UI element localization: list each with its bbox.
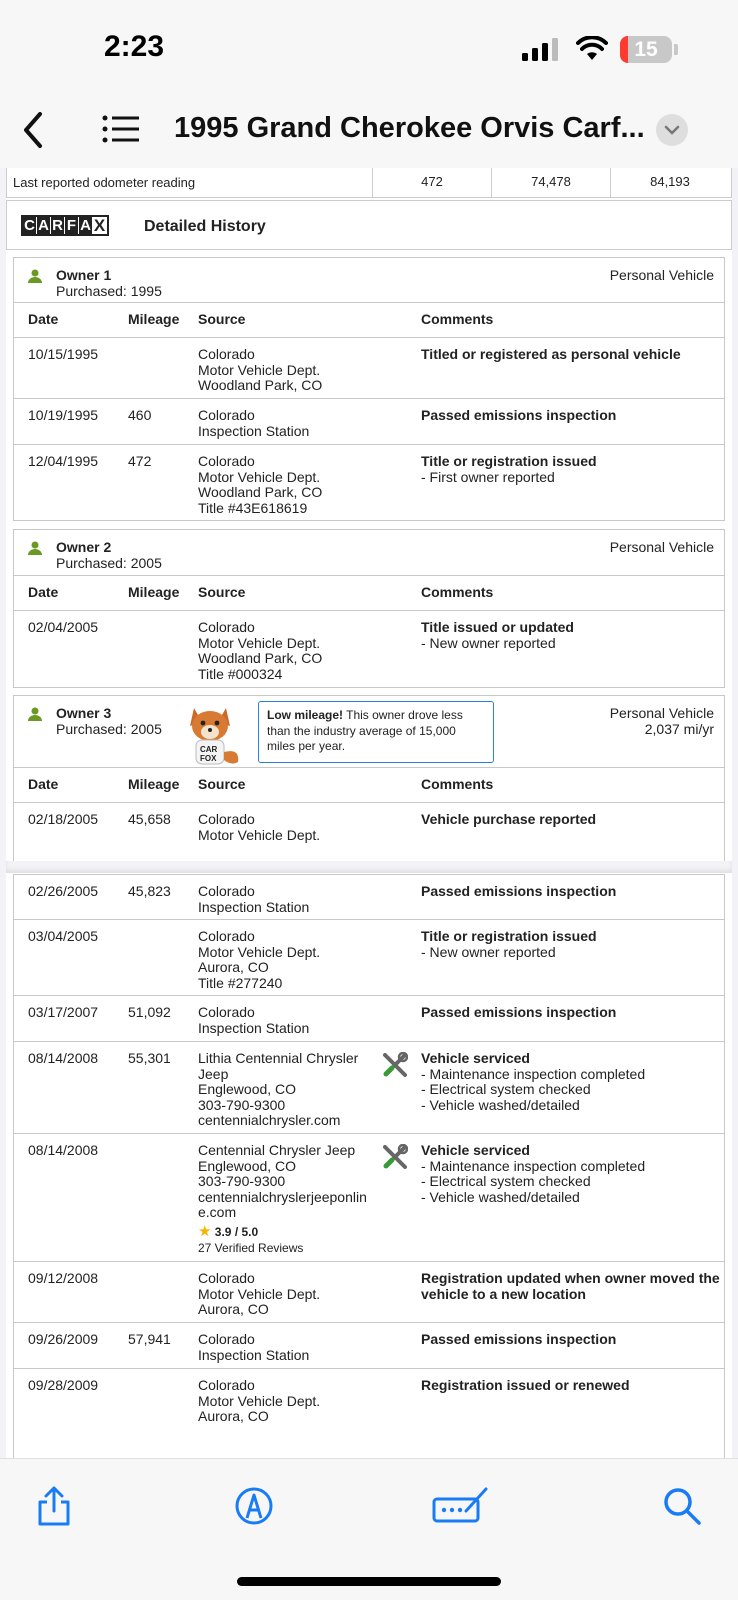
carfax-document[interactable] — [6, 168, 732, 1458]
service-tools-icon — [382, 1052, 408, 1078]
table-row — [13, 611, 725, 688]
svg-text:CAR: CAR — [200, 745, 218, 754]
record-comment: Registration issued or renewed — [421, 1377, 630, 1393]
table-header: Date Mileage Source Comments — [13, 767, 725, 803]
record-comment: Title or registration issued - First owner reported — [421, 453, 597, 485]
nav-bar — [0, 100, 738, 168]
chevron-down-icon — [664, 124, 680, 136]
table-row — [13, 803, 725, 863]
search-icon[interactable] — [662, 1485, 702, 1527]
record-comment: Passed emissions inspection — [421, 1331, 617, 1347]
record-mileage: 51,092 — [128, 1004, 171, 1020]
table-row — [13, 1134, 725, 1262]
odometer-row — [6, 168, 732, 198]
battery-percent: 15 — [634, 38, 658, 61]
record-source: Colorado Motor Vehicle Dept. Woodland Park, CO Title #43E618619 — [198, 453, 323, 516]
clock: 2:23 — [104, 30, 165, 63]
record-date: 08/14/2008 — [28, 1050, 99, 1066]
record-source: Colorado Motor Vehicle Dept. Aurora, CO — [198, 1270, 321, 1318]
table-row — [13, 1262, 725, 1323]
record-mileage: 472 — [128, 453, 152, 469]
record-date: 02/04/2005 — [28, 619, 99, 635]
record-source: Colorado Motor Vehicle Dept. Woodland Park, CO — [198, 346, 323, 394]
wifi-icon — [576, 36, 608, 62]
table-row — [13, 1042, 725, 1134]
page-title: 1995 Grand Cherokee Orvis Carf... — [174, 112, 645, 144]
odometer-value: 472 — [372, 168, 491, 197]
page-break — [6, 861, 732, 873]
record-comment: Passed emissions inspection — [421, 883, 617, 899]
svg-text:FOX: FOX — [200, 754, 217, 763]
record-comment: Title issued or updated - New owner reported — [421, 619, 574, 651]
record-mileage: 55,301 — [128, 1050, 171, 1066]
rating: ★ 3.9 / 5.0 27 Verified Reviews — [198, 1222, 304, 1255]
record-comment: Titled or registered as personal vehicle — [421, 346, 681, 362]
table-header: Date Mileage Source Comments — [13, 575, 725, 611]
person-icon — [28, 706, 42, 722]
record-source: Colorado Inspection Station — [198, 1004, 310, 1036]
record-mileage: 45,658 — [128, 811, 171, 827]
record-source: Colorado Inspection Station — [198, 1331, 310, 1363]
record-date: 10/15/1995 — [28, 346, 99, 362]
battery-icon — [620, 36, 672, 63]
record-comment: Passed emissions inspection — [421, 407, 617, 423]
table-header: Date Mileage Source Comments — [13, 302, 725, 338]
record-date: 08/14/2008 — [28, 1142, 99, 1158]
record-mileage: 57,941 — [128, 1331, 171, 1347]
record-source: Colorado Motor Vehicle Dept. — [198, 811, 321, 843]
owner-header: Owner 2 Purchased: 2005 Personal Vehicle — [13, 529, 725, 577]
record-date: 09/26/2009 — [28, 1331, 99, 1347]
cellular-signal-icon — [522, 38, 562, 62]
carfox-mascot-icon — [182, 702, 244, 768]
table-row — [13, 445, 725, 521]
record-comment: Passed emissions inspection — [421, 1004, 617, 1020]
person-icon — [28, 540, 42, 556]
record-source: Colorado Inspection Station — [198, 883, 310, 915]
record-date: 09/12/2008 — [28, 1270, 99, 1286]
record-date: 03/04/2005 — [28, 928, 99, 944]
record-comment: Title or registration issued - New owner reported — [421, 928, 597, 960]
record-source: Colorado Motor Vehicle Dept. Aurora, CO Title #277240 — [198, 928, 321, 991]
service-tools-icon — [382, 1144, 408, 1170]
owner-header: Owner 1 Purchased: 1995 Personal Vehicle — [13, 257, 725, 305]
carfax-logo: C A R F A X — [21, 215, 109, 236]
record-date: 03/17/2007 — [28, 1004, 99, 1020]
section-title: Detailed History — [144, 218, 266, 235]
markup-icon[interactable] — [234, 1485, 274, 1527]
status-bar — [0, 0, 738, 100]
record-mileage: 460 — [128, 407, 152, 423]
table-row — [13, 996, 725, 1042]
record-source: Colorado Motor Vehicle Dept. Woodland Park, CO Title #000324 — [198, 619, 323, 682]
record-comment: Vehicle purchase reported — [421, 811, 597, 827]
table-row — [13, 874, 725, 920]
record-comment: Vehicle serviced - Maintenance inspection completed - Electrical system checked - Vehicle washed/detailed — [421, 1142, 646, 1205]
odometer-value: 74,478 — [491, 168, 610, 197]
record-source: Colorado Motor Vehicle Dept. Aurora, CO — [198, 1377, 321, 1425]
record-mileage: 45,823 — [128, 883, 171, 899]
odometer-label: Last reported odometer reading — [13, 175, 196, 190]
table-row — [13, 920, 725, 996]
table-of-contents-icon[interactable] — [102, 114, 140, 144]
owner-header: Owner 3 Purchased: 2005 CAR FOX Low mileage! This owner drove less than the industry average of 15,000 miles per year. Personal Vehicle 2,037 mi/yr — [13, 695, 725, 767]
table-row — [13, 399, 725, 445]
odometer-value: 84,193 — [610, 168, 729, 197]
title-menu-button[interactable] — [656, 114, 688, 146]
record-source: Centennial Chrysler Jeep Englewood, CO 303-790-9300 centennialchryslerjeeponlin e.com ★ 3.9 / 5.0 27 Verified Reviews — [198, 1143, 378, 1256]
record-source: Colorado Inspection Station — [198, 407, 310, 439]
table-row — [13, 1369, 725, 1458]
battery-tip — [674, 44, 678, 55]
record-date: 02/18/2005 — [28, 811, 99, 827]
record-date: 02/26/2005 — [28, 883, 99, 899]
home-indicator — [237, 1577, 501, 1586]
record-date: 09/28/2009 — [28, 1377, 99, 1393]
back-chevron-icon[interactable] — [20, 110, 46, 150]
record-date: 12/04/1995 — [28, 453, 99, 469]
person-icon — [28, 268, 42, 284]
owner-type: Personal Vehicle 2,037 mi/yr — [609, 705, 714, 737]
star-icon: ★ — [198, 1222, 212, 1240]
detailed-history-header — [6, 200, 732, 250]
form-fill-icon[interactable] — [432, 1485, 490, 1527]
table-row — [13, 338, 725, 399]
record-comment: Vehicle serviced - Maintenance inspection completed - Electrical system checked - Vehicle washed/detailed — [421, 1050, 646, 1113]
table-row — [13, 1323, 725, 1369]
low-mileage-callout: Low mileage! This owner drove less than the industry average of 15,000 miles per year. — [258, 701, 494, 763]
record-comment: Registration updated when owner moved the vehicle to a new location — [421, 1270, 720, 1302]
record-source: Lithia Centennial Chrysler Jeep Englewood, CO 303-790-9300 centennialchrysler.com — [198, 1050, 359, 1129]
share-icon[interactable] — [36, 1485, 72, 1527]
record-date: 10/19/1995 — [28, 407, 99, 423]
